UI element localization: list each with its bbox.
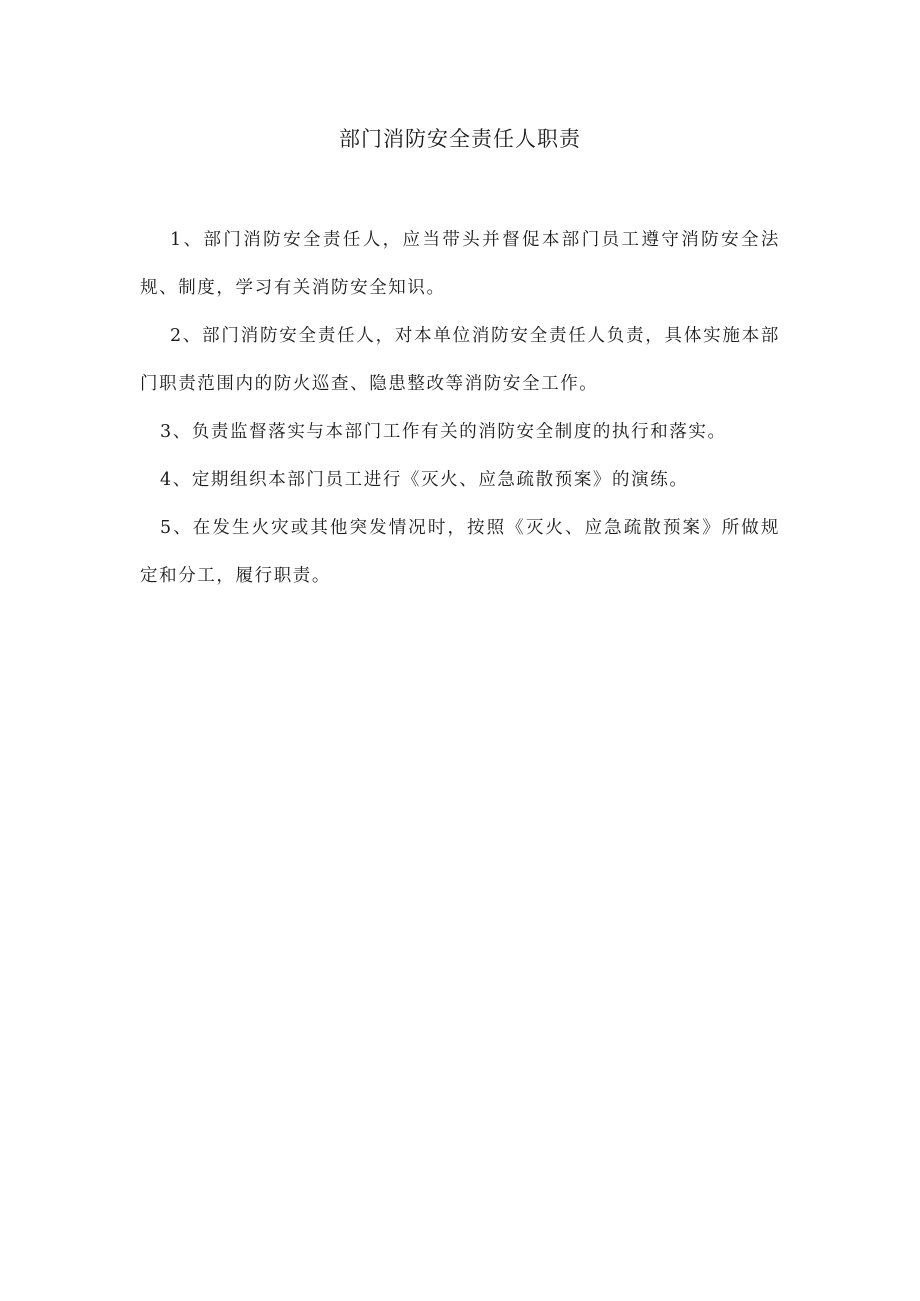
document-body [140, 216, 780, 600]
duty-paragraph-2: 2、部门消防安全责任人，对本单位消防安全责任人负责，具体实施本部门职责范围内的防火巡查、隐患整改等消防安全工作。 [140, 326, 780, 394]
duty-paragraph-1: 1、部门消防安全责任人，应当带头并督促本部门员工遵守消防安全法规、制度，学习有关消防安全知识。 [140, 230, 780, 298]
duty-paragraph-3: 3、负责监督落实与本部门工作有关的消防安全制度的执行和落实。 [160, 422, 727, 442]
document-title: 部门消防安全责任人职责 [339, 127, 581, 151]
duty-paragraph-5: 5、在发生火灾或其他突发情况时，按照《灭火、应急疏散预案》所做规定和分工，履行职责。 [140, 518, 780, 586]
duty-paragraph-4: 4、定期组织本部门员工进行《灭火、应急疏散预案》的演练。 [160, 470, 689, 490]
